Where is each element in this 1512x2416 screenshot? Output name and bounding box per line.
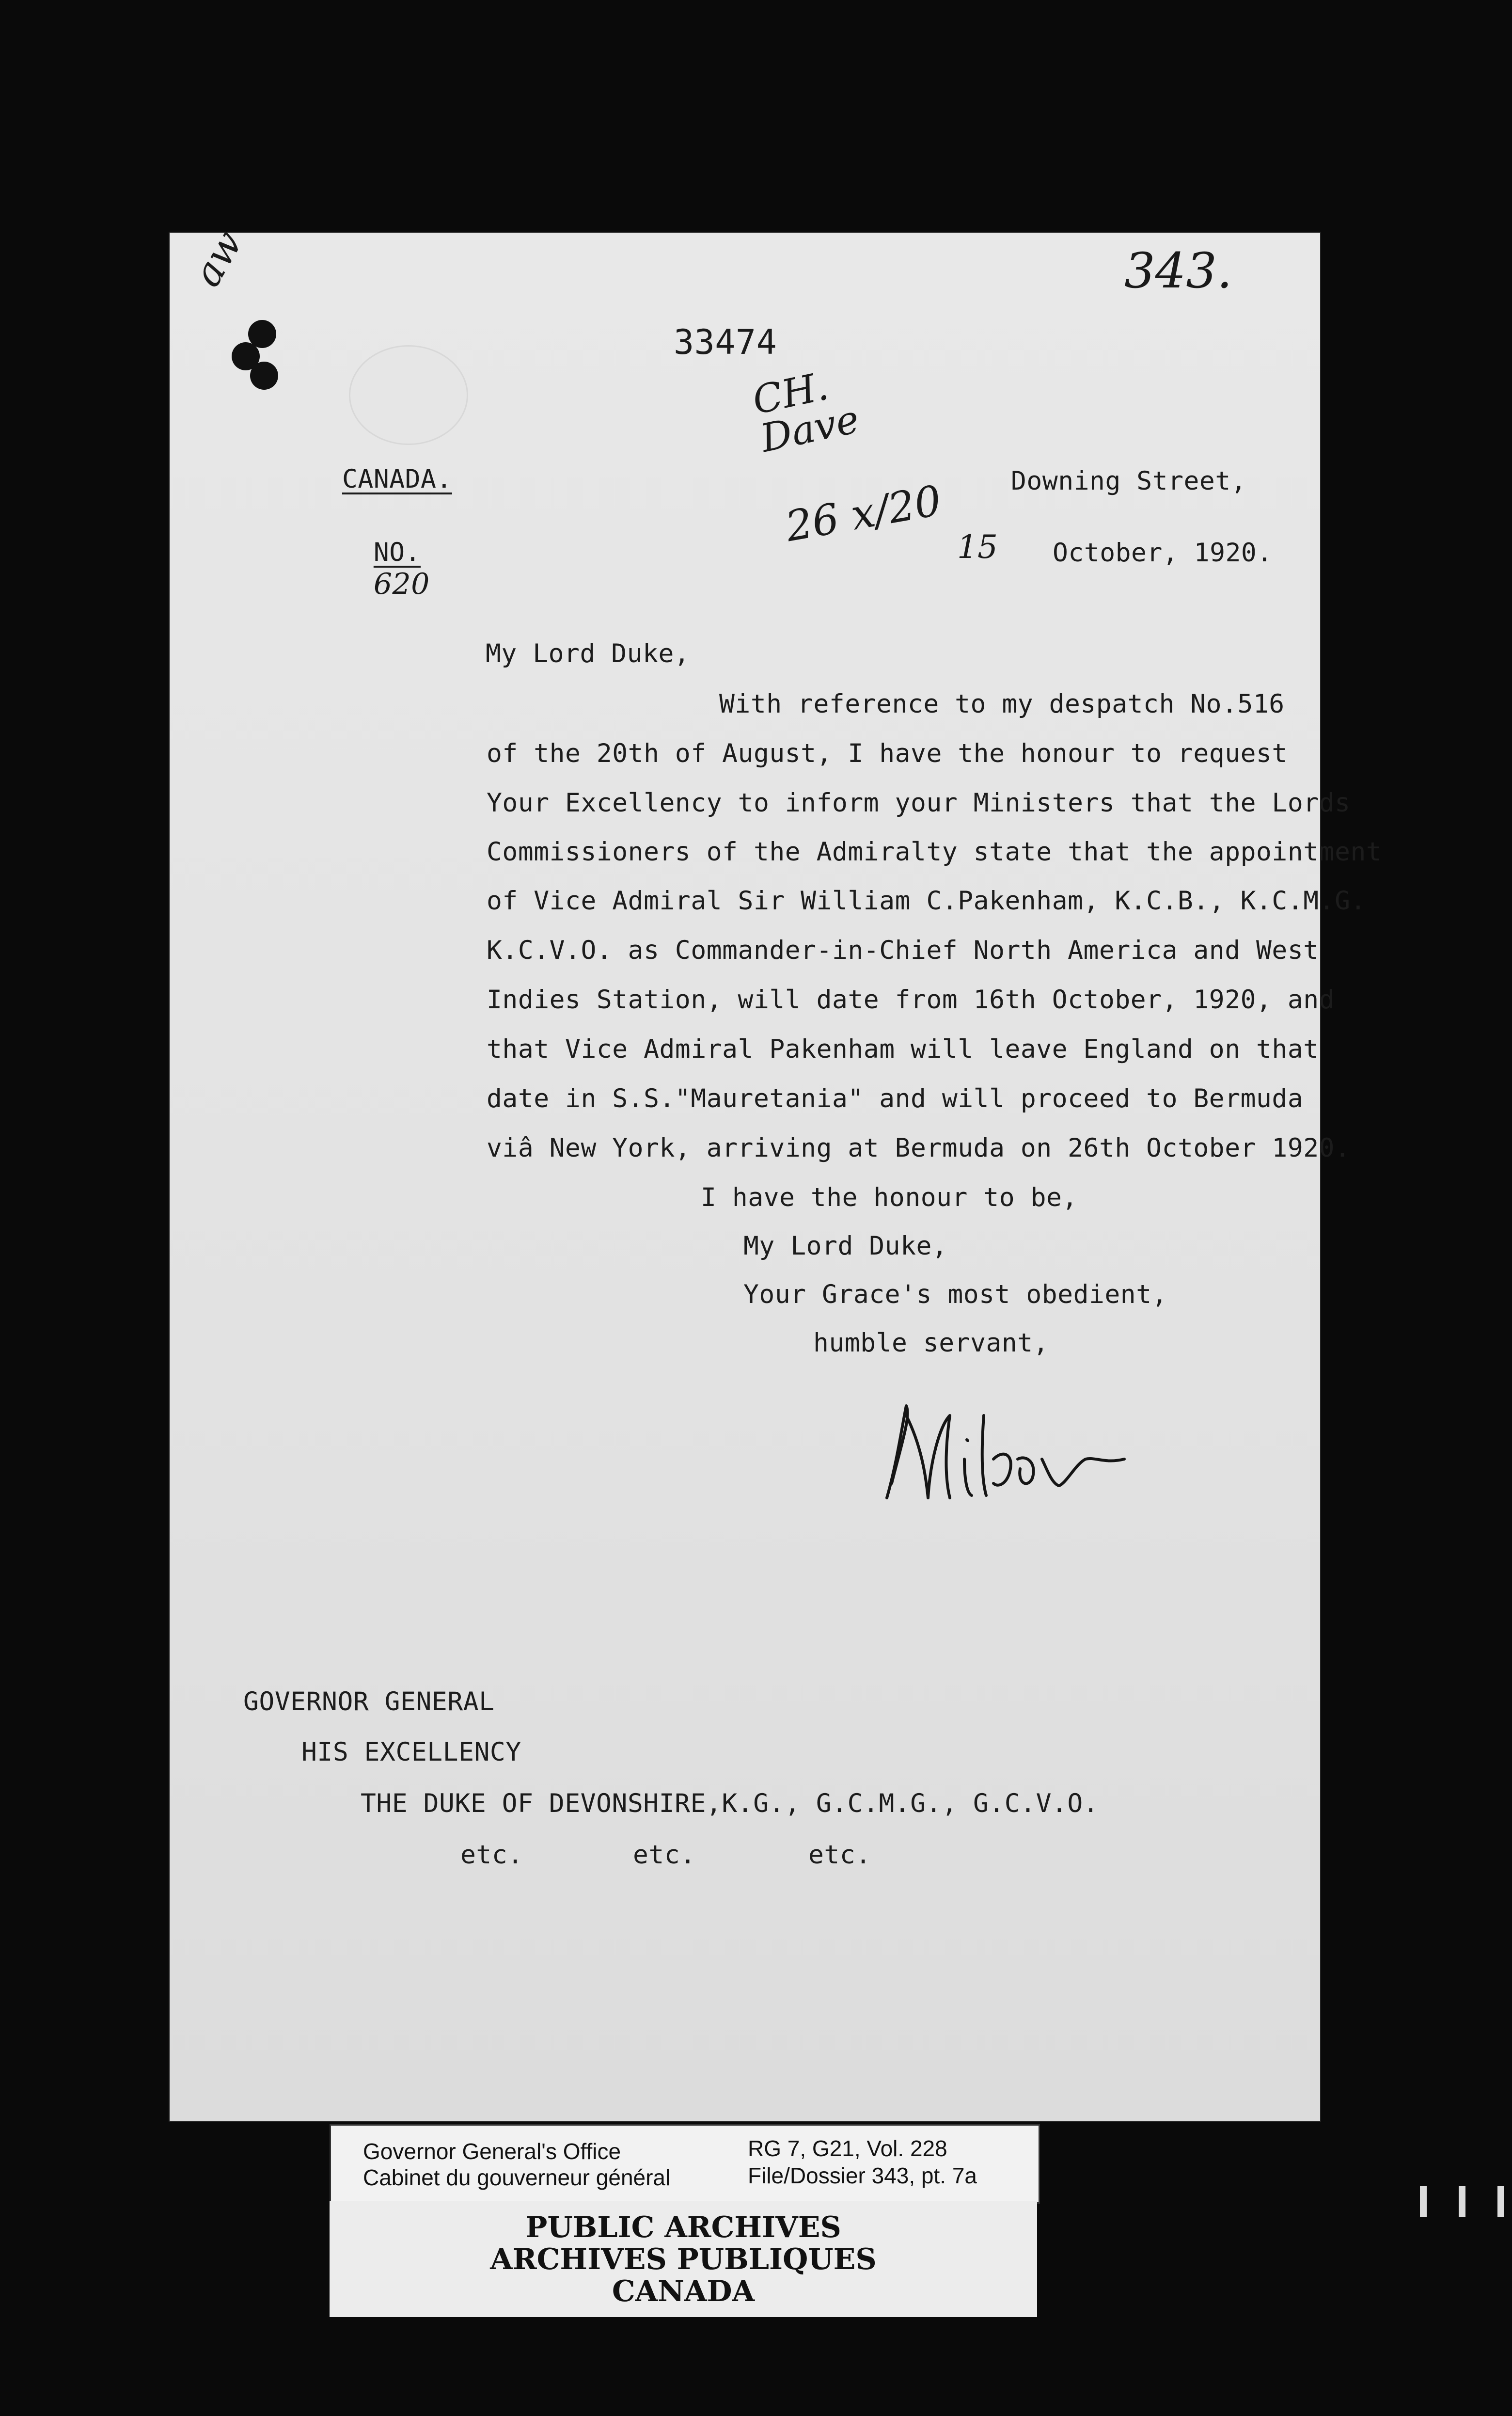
body-line: that Vice Admiral Pakenham will leave England on that — [487, 1034, 1319, 1064]
stamp-line: PUBLIC ARCHIVES — [525, 2210, 841, 2244]
archive-reference-label — [330, 2124, 1040, 2204]
page-number: 343. — [1124, 242, 1232, 299]
etc-text: etc. — [460, 1840, 523, 1870]
number-label: NO. — [373, 538, 421, 567]
body-line: viâ New York, arriving at Bermuda on 26th October 1920. — [487, 1133, 1351, 1163]
film-edge-mark — [1459, 2186, 1465, 2217]
number-value: 620 — [373, 567, 430, 601]
office-fr: Cabinet du gouverneur général — [363, 2165, 671, 2190]
country-heading: CANADA. — [342, 464, 452, 494]
embossed-crest — [349, 345, 468, 445]
letter-date: October, 1920. — [1053, 538, 1273, 568]
stamp-line: ARCHIVES PUBLIQUES — [490, 2242, 877, 2276]
closing-line: I have the honour to be, — [701, 1183, 1078, 1212]
body-line: Commissioners of the Admiralty state that the appointment — [487, 837, 1382, 867]
body-line: of the 20th of August, I have the honour to request — [487, 739, 1288, 768]
etc-text: etc. — [633, 1840, 696, 1870]
body-line: K.C.V.O. as Commander-in-Chief North America and West — [487, 936, 1319, 965]
handwritten-notation: CH. Dave — [748, 363, 863, 461]
film-edge-mark — [1420, 2186, 1427, 2217]
closing-line: My Lord Duke, — [743, 1231, 948, 1261]
handwritten-date: 26 x/20 — [782, 476, 945, 552]
handwritten-initials: aw — [184, 223, 252, 294]
despatch-number — [342, 508, 430, 601]
salutation: My Lord Duke, — [486, 639, 690, 668]
reference-file: File/Dossier 343, pt. 7a — [748, 2163, 977, 2188]
addressee-line: HIS EXCELLENCY — [301, 1737, 521, 1767]
office-en: Governor General's Office — [363, 2139, 621, 2164]
body-line: Your Excellency to inform your Ministers that the Lords — [487, 788, 1351, 818]
reference-volume: RG 7, G21, Vol. 228 — [748, 2136, 947, 2161]
addressee-line: THE DUKE OF DEVONSHIRE,K.G., G.C.M.G., G.C.V.O. — [361, 1789, 1099, 1818]
archive-stamp — [330, 2201, 1037, 2317]
closing-line: Your Grace's most obedient, — [743, 1280, 1168, 1309]
file-number: 33474 — [674, 322, 777, 362]
body-line: With reference to my despatch No.516 — [719, 689, 1285, 719]
stamp-line: CANADA — [612, 2274, 755, 2308]
location: Downing Street, — [1011, 466, 1247, 496]
film-edge-mark — [1497, 2186, 1504, 2217]
body-line: of Vice Admiral Sir William C.Pakenham, K.C.B., K.C.M.G. — [487, 886, 1366, 916]
etc-text: etc. — [808, 1840, 871, 1870]
body-line: Indies Station, will date from 16th October, 1920, and — [487, 985, 1335, 1015]
document-page — [169, 232, 1321, 2122]
date-day: 15 — [957, 528, 998, 566]
body-line: date in S.S."Mauretania" and will proceed to Bermuda — [487, 1084, 1304, 1113]
addressee-line: GOVERNOR GENERAL — [243, 1687, 495, 1717]
closing-line: humble servant, — [813, 1328, 1049, 1358]
signature — [872, 1386, 1144, 1522]
